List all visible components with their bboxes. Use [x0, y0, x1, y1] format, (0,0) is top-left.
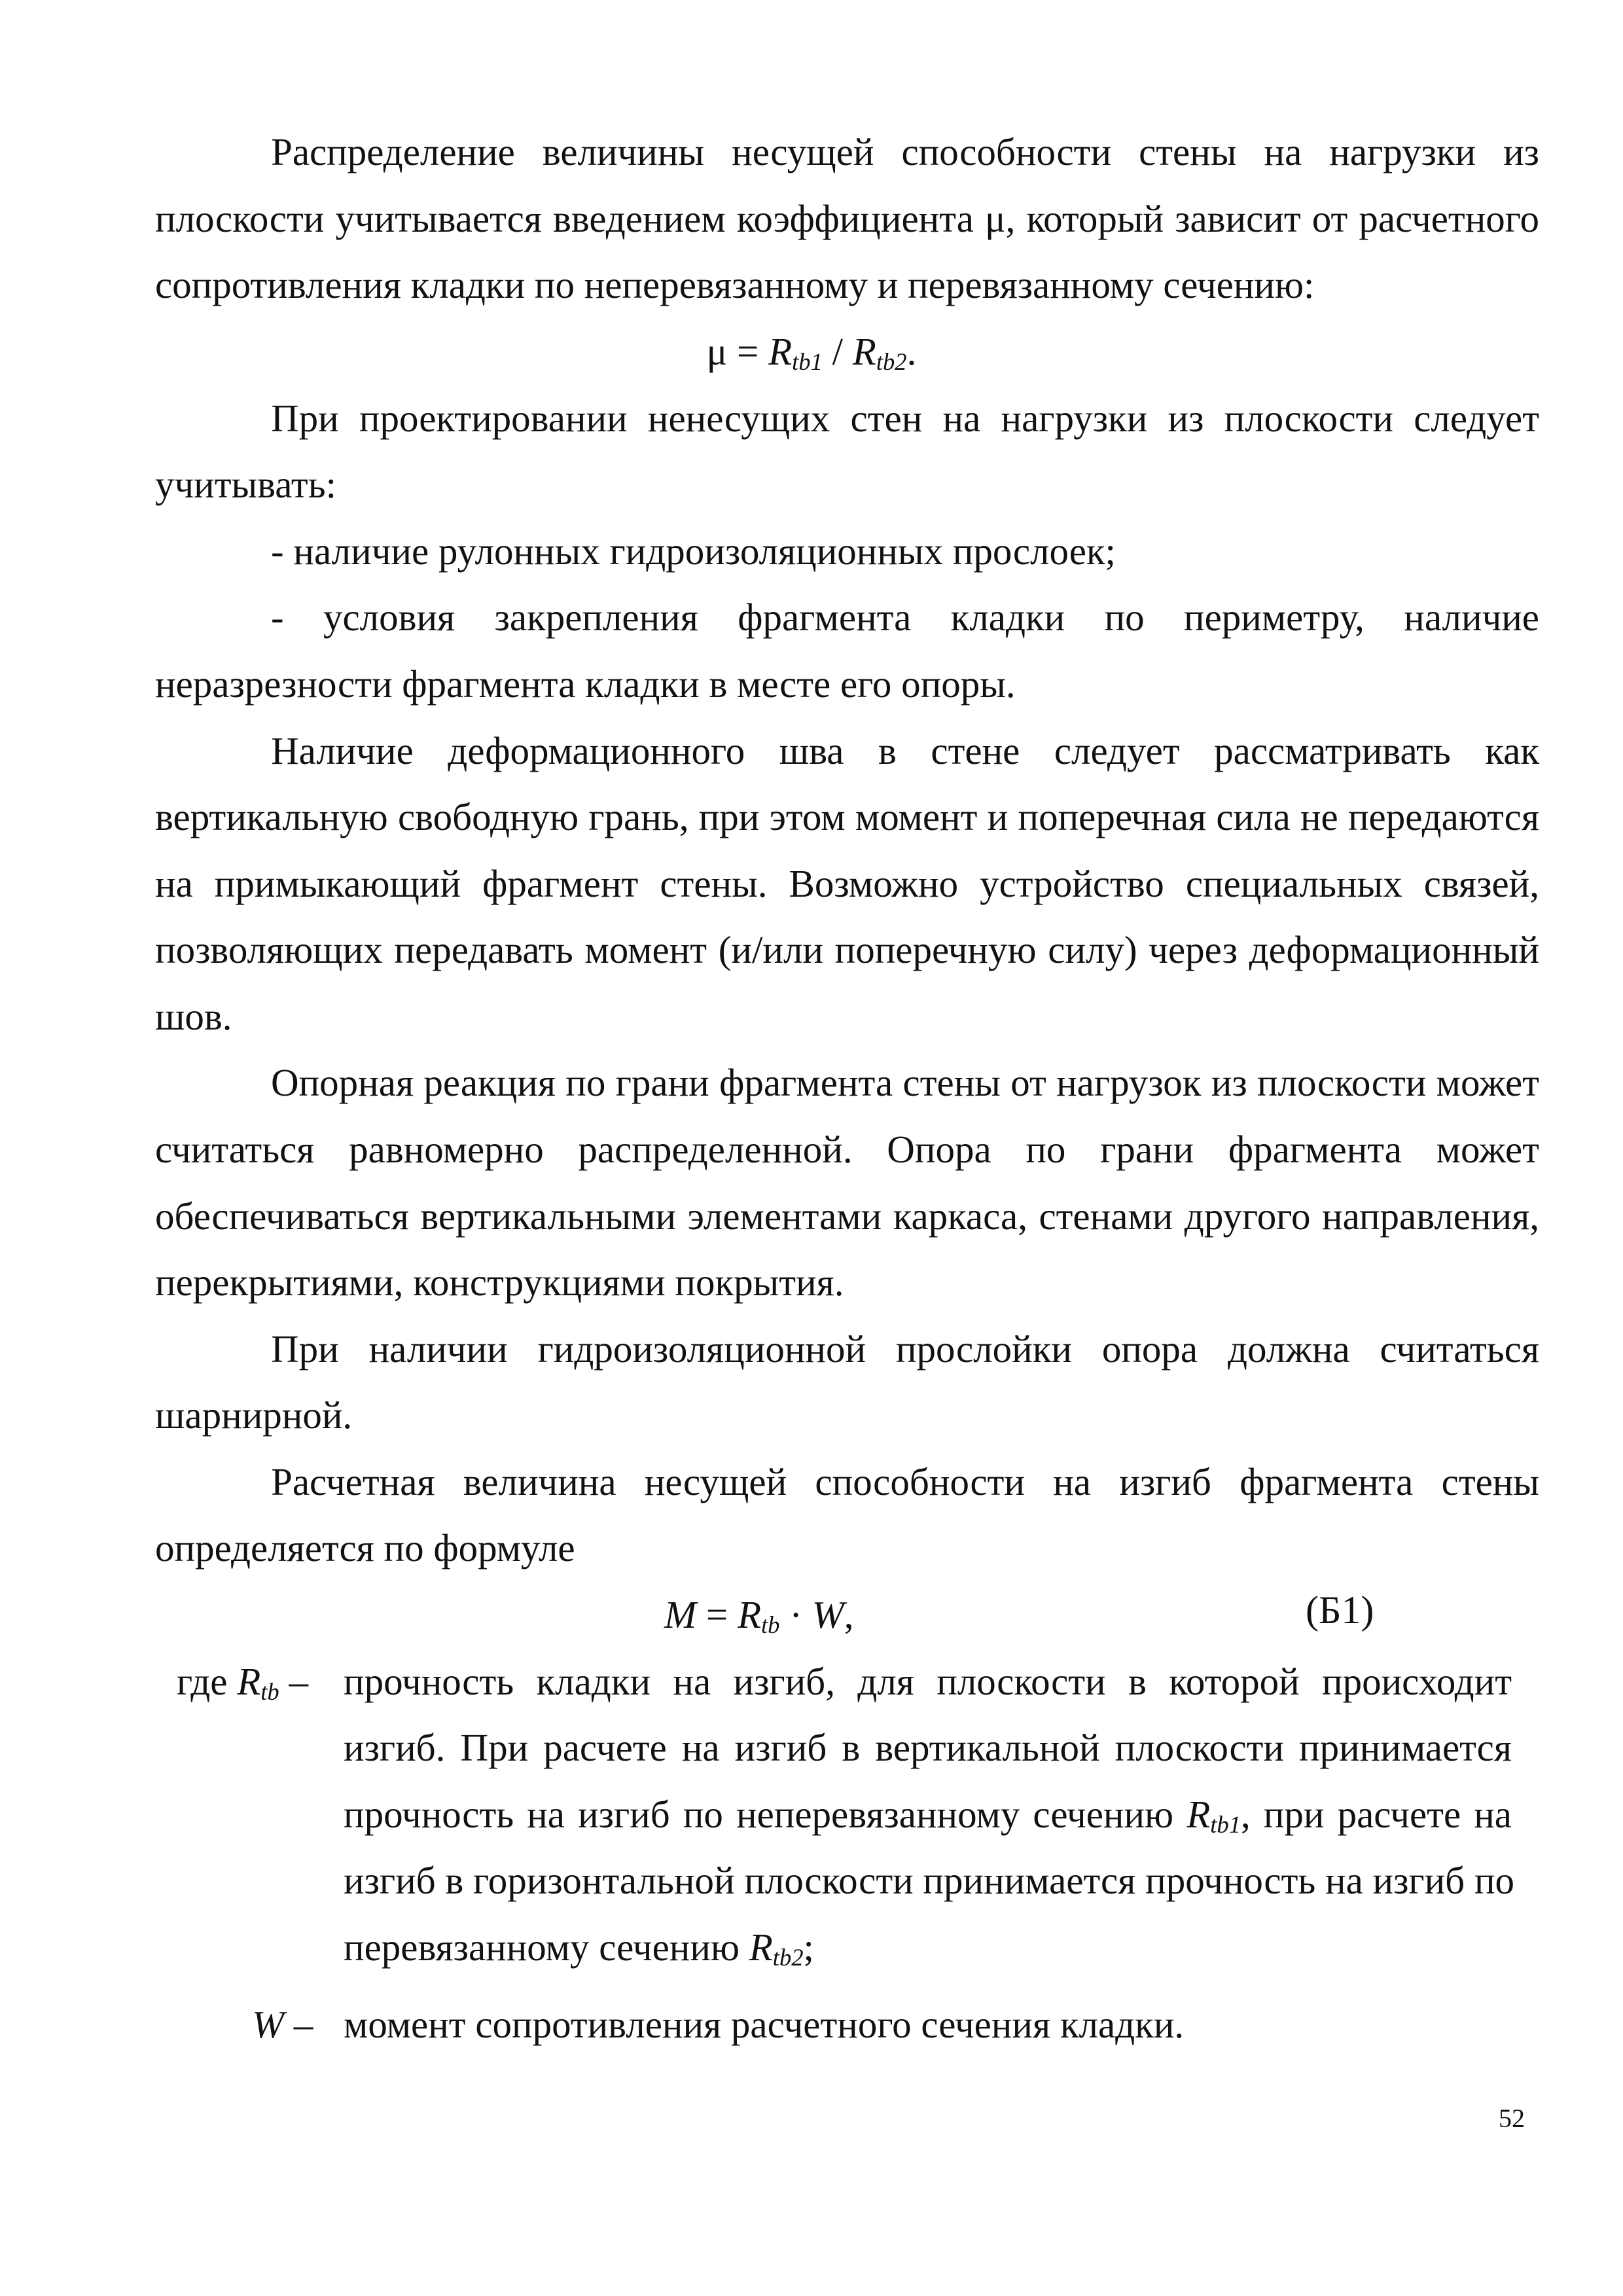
p7-line-2: шарнирной.: [155, 1393, 353, 1437]
p1-line-2: плоскости учитывается введением коэффициента μ, который зависит от расчетного: [155, 197, 1539, 240]
where-line-5-a: перевязанному сечению: [344, 1926, 749, 1969]
where-line-3-sub: tb1: [1210, 1811, 1241, 1839]
p7-line-1: При наличии гидроизоляционной прослойки опора должна считаться: [271, 1327, 1539, 1371]
p5-line-5: шов.: [155, 995, 232, 1038]
p3-line-1: - наличие рулонных гидроизоляционных прослоек;: [271, 529, 1116, 573]
formula-mu-sep: /: [822, 330, 853, 373]
p6-line-1: Опорная реакция по грани фрагмента стены от нагрузок из плоскости может: [271, 1061, 1539, 1104]
formula-b1-w: W: [812, 1593, 844, 1636]
formula-mu-r2: R: [852, 330, 876, 373]
where-w-dash: –: [284, 2003, 313, 2046]
where-line-3-b: , при расчете на: [1241, 1793, 1512, 1836]
formula-mu-r1-sub: tb1: [792, 348, 823, 376]
p6-line-3: обеспечиваться вертикальными элементами каркаса, стенами другого направления,: [155, 1194, 1539, 1238]
formula-mu-r1: R: [768, 330, 793, 373]
where-line-5-b: ;: [803, 1926, 814, 1969]
p8-line-2: определяется по формуле: [155, 1526, 575, 1570]
formula-b1-r-sub: tb: [760, 1611, 780, 1639]
where-line-3: [344, 1793, 1512, 1839]
formula-b1: [664, 1593, 854, 1639]
p4-line-2: неразрезности фрагмента кладки в месте его опоры.: [155, 662, 1016, 706]
formula-mu: [0, 330, 1623, 376]
where-line-5-r: R: [749, 1926, 773, 1969]
where-line-1: прочность кладки на изгиб, для плоскости в которой происходит: [344, 1660, 1512, 1703]
formula-b1-end: ,: [844, 1593, 854, 1636]
p1-line-3: сопротивления кладки по неперевязанному и перевязанному сечению:: [155, 263, 1315, 306]
where-line-3-a: прочность на изгиб по неперевязанному сечению: [344, 1793, 1187, 1836]
where-r: R: [237, 1660, 261, 1703]
formula-b1-dot: ·: [779, 1593, 812, 1636]
p6-line-2: считаться равномерно распределенной. Опора по грани фрагмента может: [155, 1128, 1539, 1171]
formula-b1-r: R: [737, 1593, 761, 1636]
p2-line-2: учитывать:: [155, 463, 336, 506]
where-rtb-term: [177, 1660, 308, 1706]
formula-mu-end: .: [906, 330, 917, 373]
p5-line-3: на примыкающий фрагмент стены. Возможно устройство специальных связей,: [155, 862, 1539, 905]
where-r-sub: tb: [260, 1678, 279, 1706]
p6-line-4: перекрытиями, конструкциями покрытия.: [155, 1261, 844, 1304]
p2-line-1: При проектировании ненесущих стен на нагрузки из плоскости следует: [271, 397, 1539, 440]
p5-line-4: позволяющих передавать момент (и/или поперечную силу) через деформационный: [155, 928, 1539, 971]
where-dash: –: [279, 1660, 308, 1703]
formula-mu-lhs: μ =: [706, 330, 769, 373]
formula-b1-eq: =: [696, 1593, 738, 1636]
page-number: 52: [1499, 2104, 1525, 2133]
p5-line-1: Наличие деформационного шва в стене следует рассматривать как: [271, 729, 1539, 772]
equation-number: (Б1): [1306, 1588, 1374, 1632]
p1-line-1: Распределение величины несущей способности стены на нагрузки из: [271, 130, 1539, 173]
where-w-term: [252, 2005, 313, 2044]
p8-line-1: Расчетная величина несущей способности на изгиб фрагмента стены: [271, 1460, 1539, 1503]
where-prefix: где: [177, 1660, 238, 1703]
where-w: W: [252, 2003, 285, 2046]
where-line-5-sub: tb2: [772, 1944, 804, 1971]
where-line-2: изгиб. При расчете на изгиб в вертикальной плоскости принимается: [344, 1726, 1512, 1769]
p5-line-2: вертикальную свободную грань, при этом момент и поперечная сила не передаются: [155, 795, 1539, 838]
where-w-text: момент сопротивления расчетного сечения кладки.: [344, 2003, 1185, 2046]
where-line-3-r: R: [1186, 1793, 1211, 1836]
formula-mu-r2-sub: tb2: [876, 348, 907, 376]
where-line-5: [344, 1926, 814, 1971]
where-line-4: изгиб в горизонтальной плоскости принимается прочность на изгиб по: [344, 1859, 1515, 1902]
formula-b1-m: M: [664, 1593, 697, 1636]
p4-line-1: - условия закрепления фрагмента кладки по периметру, наличие: [271, 596, 1539, 639]
